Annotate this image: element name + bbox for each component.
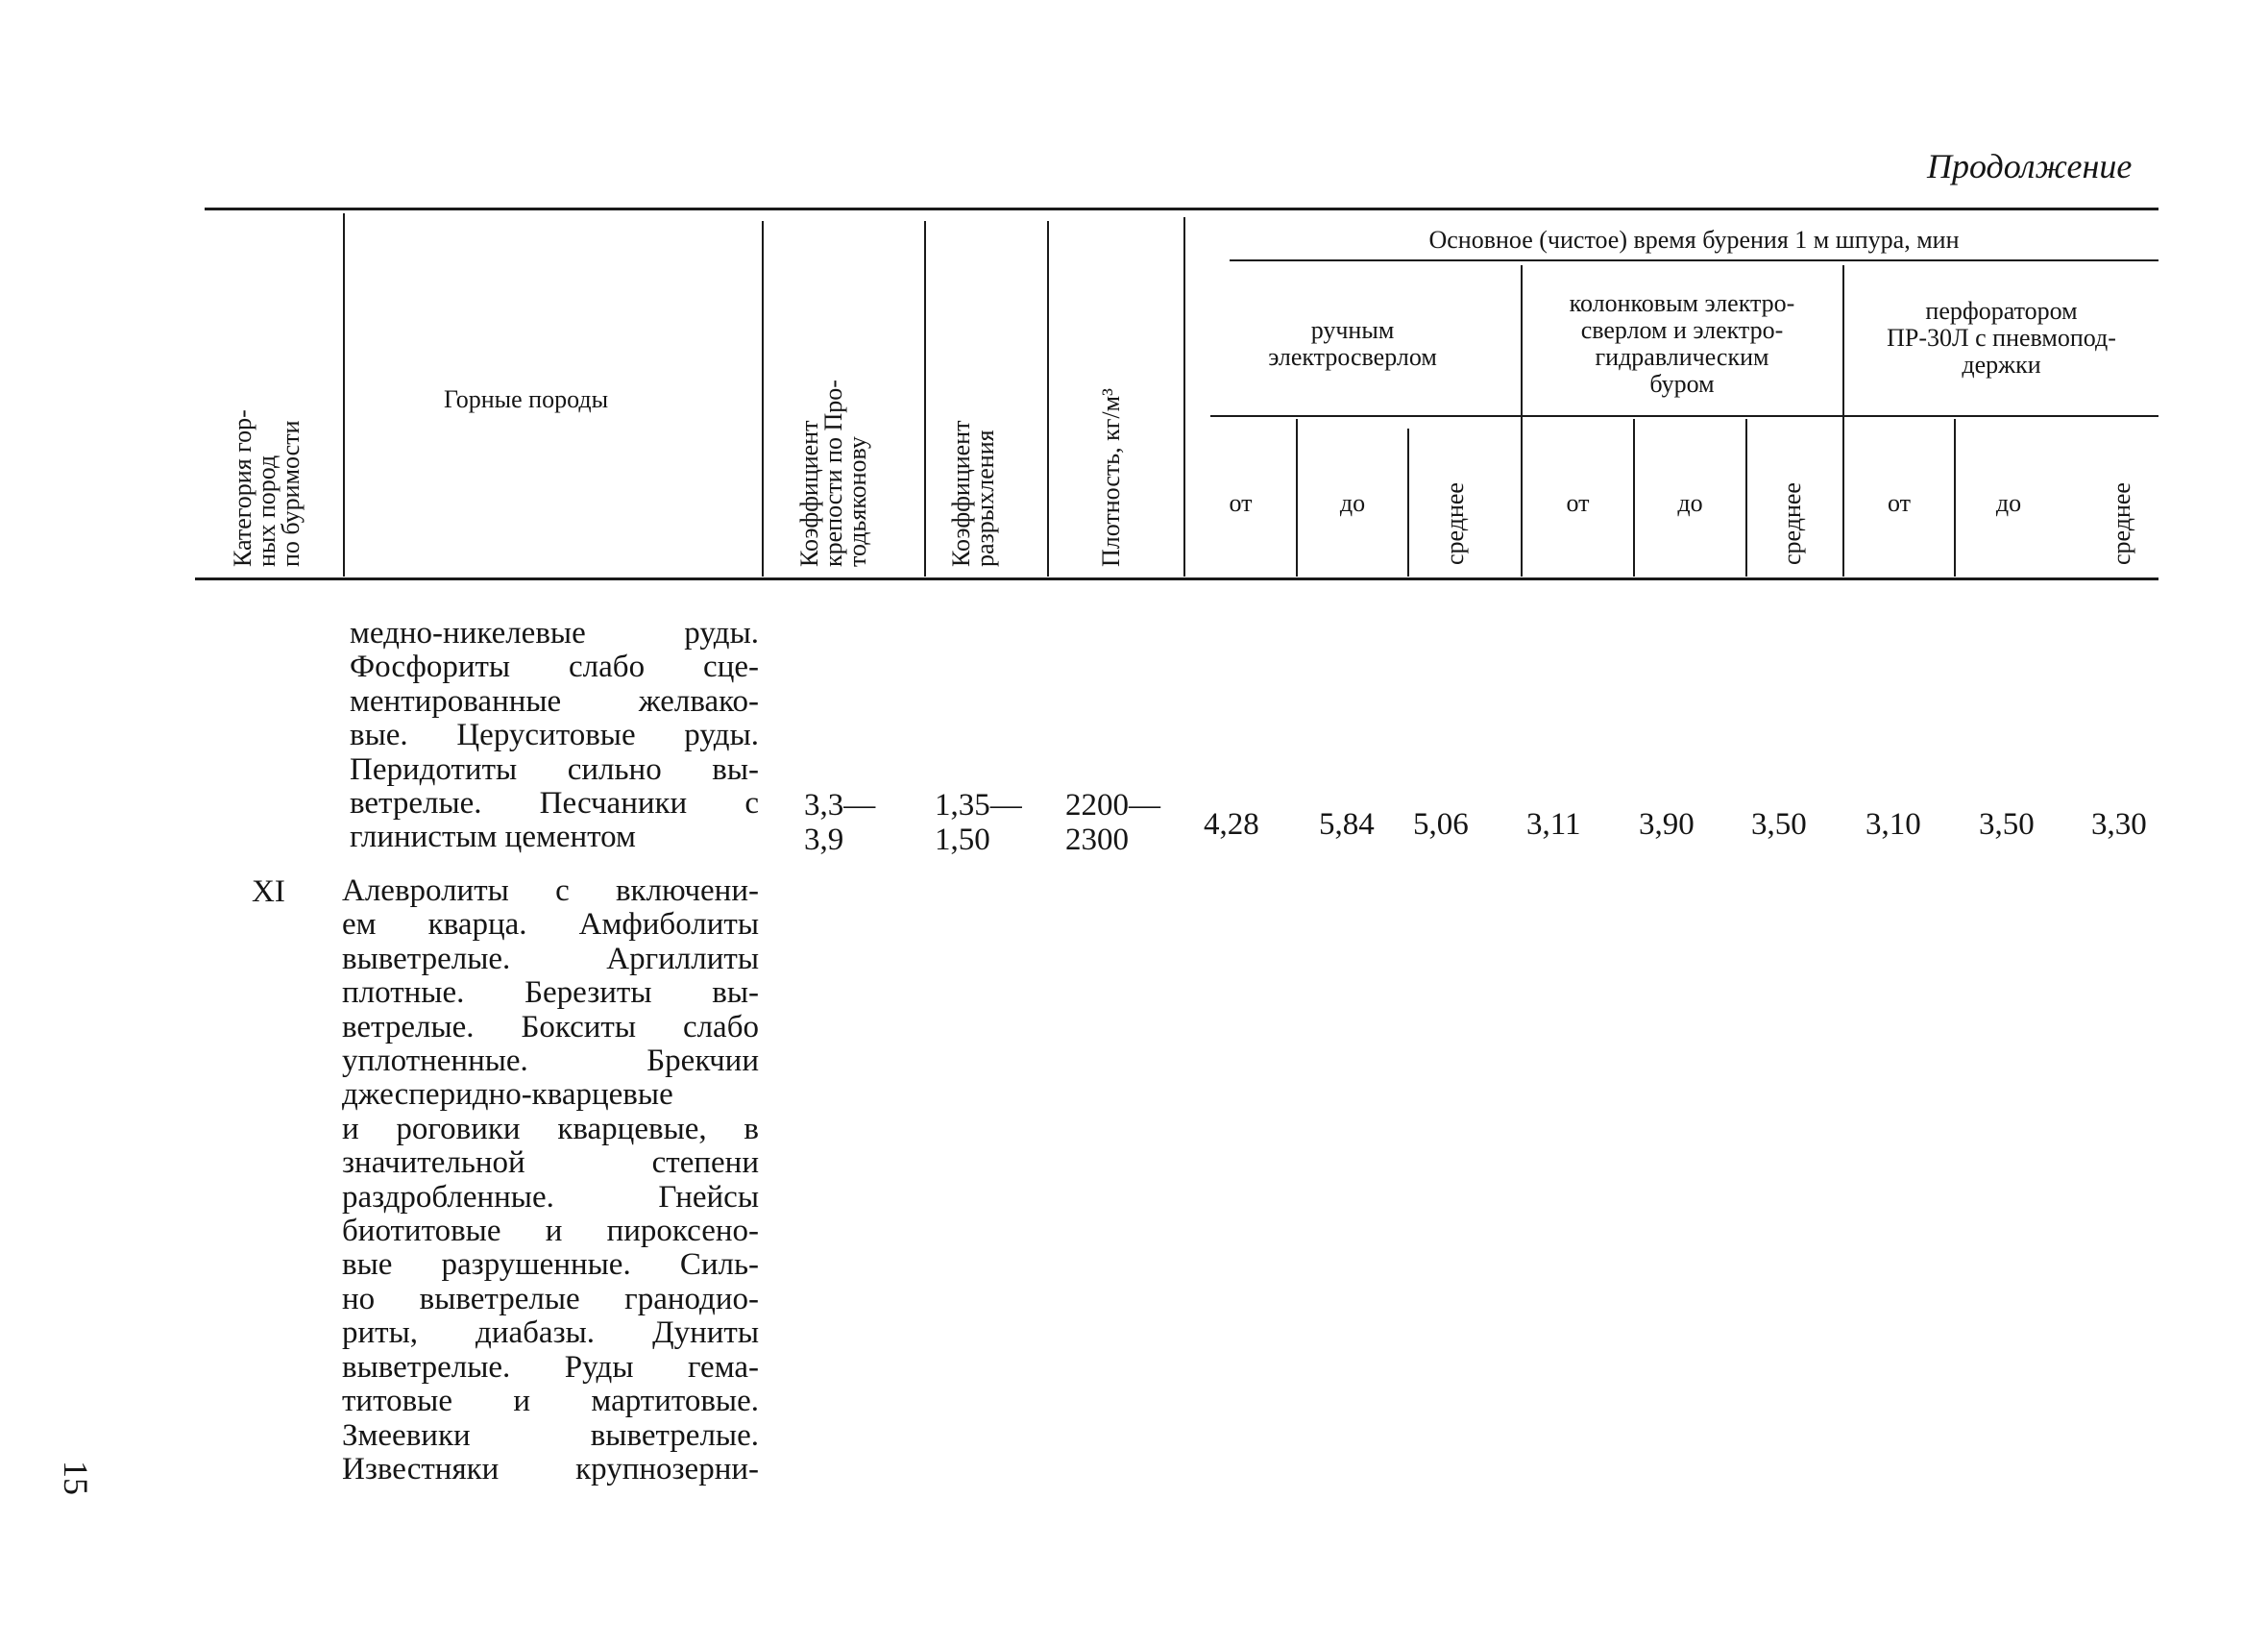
header-tool-column: колонковым электро- сверлом и электро- гидравлическим буром — [1569, 289, 1795, 398]
header-strength: Коэффициент крепости по Про- тодьяконову — [795, 380, 871, 567]
sub-divider-4 — [1745, 419, 1747, 577]
row-1-time-perf-avg: 3,30 — [2091, 807, 2147, 842]
row-1-time-hand-to: 5,84 — [1319, 807, 1375, 842]
sub-to-2: до — [1677, 489, 1703, 517]
col-divider-3 — [924, 221, 926, 577]
sub-from-2: от — [1566, 489, 1590, 517]
sub-to-3: до — [1995, 489, 2022, 517]
row-2-category: XI — [252, 874, 285, 909]
row-1-time-perf-to: 3,50 — [1979, 807, 2035, 842]
row-1-rocks-text: медно-никелевые руды. Фосфориты слабо сце- ментированные желвако- вые. Церуситовые руды. Перидотиты сильно вы- ветрелые. Песчаники с глинистым цементом — [350, 616, 759, 855]
group-header-rule — [1230, 259, 2158, 261]
tool-header-rule — [1210, 415, 2158, 417]
header-density: Плотность, кг/м³ — [1097, 388, 1125, 567]
col-divider-1 — [343, 213, 345, 577]
sub-avg-1: среднее — [1441, 482, 1469, 565]
header-time-group: Основное (чистое) время бурения 1 м шпура, мин — [1428, 226, 1960, 254]
col-divider-2 — [762, 221, 764, 577]
sub-to-1: до — [1339, 489, 1366, 517]
row-1-time-hand-avg: 5,06 — [1413, 807, 1469, 842]
row-1-time-column-to: 3,90 — [1639, 807, 1695, 842]
continuation-label: Продолжение — [1927, 147, 2133, 185]
row-2-rocks-text: Алевролиты с включени- ем кварца. Амфиболиты выветрелые. Аргиллиты плотные. Березиты вы- ветрелые. Бокситы слабо уплотненные. Брекчии джесперидно-кварцевые и роговики кварцевые, в значительной степени раздробленные. Гнейсы биотитовые и пироксено- вые разрушенные. Силь- но выветрелые гранодио- риты, диабазы. Дуниты выветрелые. Руды гема- титовые и мартитовые. Змеевики выветрелые. Известняки крупнозерни- — [342, 873, 759, 1486]
row-1-time-column-from: 3,11 — [1526, 807, 1581, 842]
row-1-time-column-avg: 3,50 — [1751, 807, 1807, 842]
col-divider-5 — [1183, 217, 1185, 577]
sub-from-3: от — [1887, 489, 1912, 517]
row-1-time-hand-from: 4,28 — [1204, 807, 1259, 842]
table-header-bottom-rule — [195, 577, 2158, 580]
table-top-rule — [205, 208, 2158, 210]
row-1-density: 2200— 2300 — [1065, 788, 1160, 857]
col-divider-4 — [1047, 221, 1049, 577]
row-1-loosening: 1,35— 1,50 — [935, 788, 1022, 857]
header-tool-hand: ручным электросверлом — [1268, 316, 1437, 371]
page-number: 15 — [57, 1461, 95, 1495]
header-rocks: Горные породы — [444, 385, 609, 413]
sub-from-1: от — [1229, 489, 1253, 517]
row-1-strength: 3,3— 3,9 — [804, 788, 876, 857]
header-tool-perforator: перфоратором ПР-30Л с пневмопод- держки — [1887, 297, 2116, 379]
row-1-time-perf-from: 3,10 — [1866, 807, 1921, 842]
sub-avg-2: среднее — [1778, 482, 1806, 565]
header-loosening: Коэффициент разрыхления — [947, 420, 999, 567]
header-category: Категория гор- ных пород по буримости — [229, 409, 305, 567]
sub-avg-3: среднее — [2108, 482, 2135, 565]
sub-divider-2 — [1407, 429, 1409, 577]
